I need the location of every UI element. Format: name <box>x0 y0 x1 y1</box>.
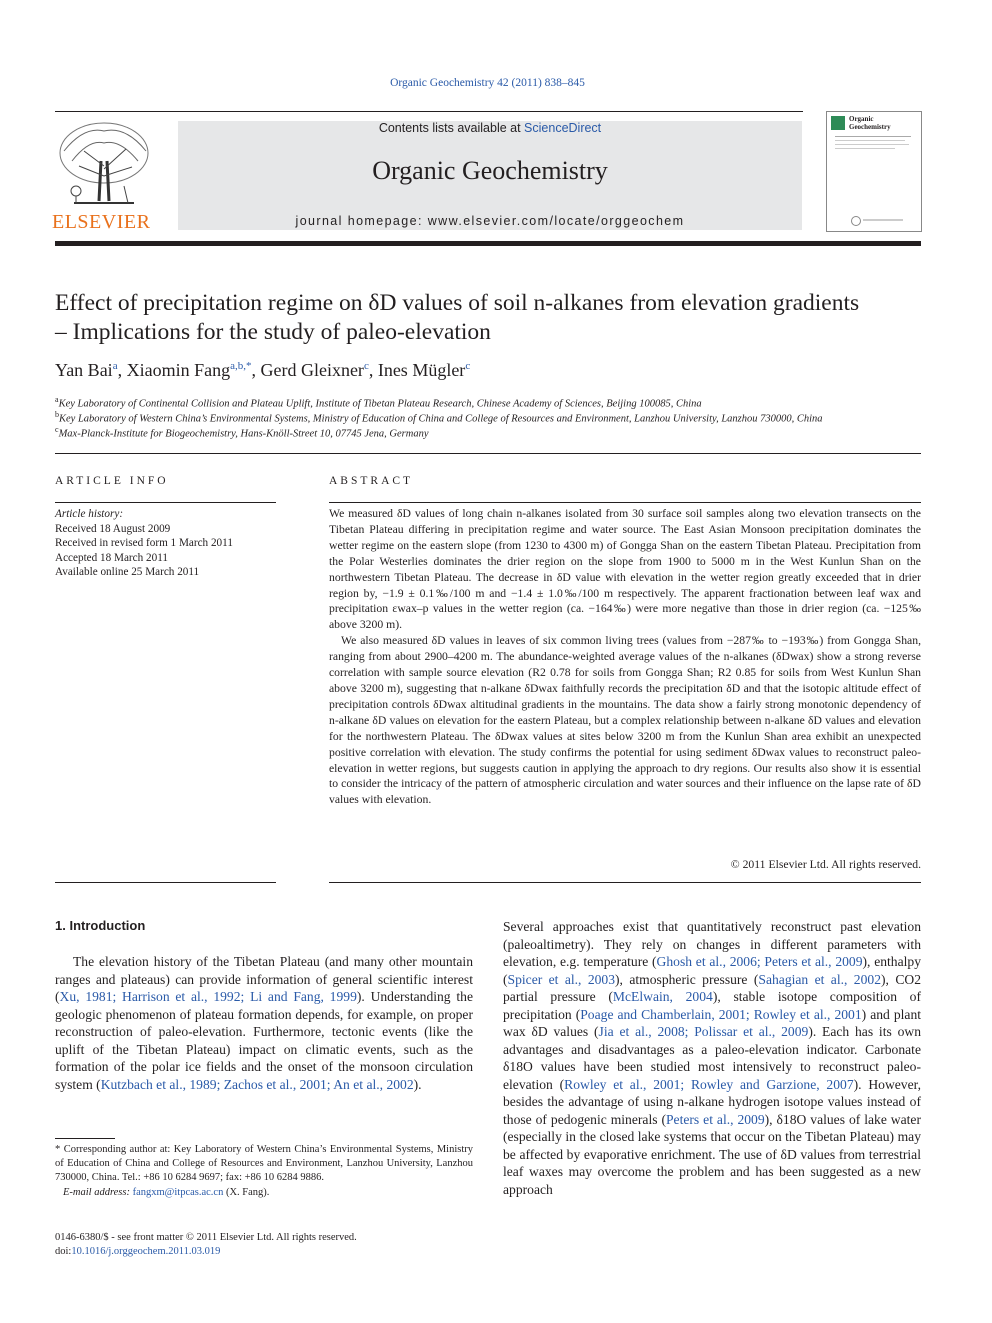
author-affiliation-mark[interactable]: a,b,* <box>230 360 252 372</box>
citation-link[interactable]: Kutzbach et al., 1989; Zachos et al., 2001; An et al., 2002 <box>100 1076 414 1092</box>
intro-paragraph: The elevation history of the Tibetan Plateau (and many other mountain ranges and plateaus) can provide information of general scientific interest (Xu, 1981; Harrison et al., 1992; Li and Fang, 1999). Understanding the geologic phenomenon of plateau formation depends, for example, on proper reconstruction of paleo-elevation. Furthermore, tectonic events (like the uplift of the Tibetan Plateau) impact on climatic events, such as the formation of the polar ice fields and the onset of the monsoon circulation system (Kutzbach et al., 1989; Zachos et al., 2001; An et al., 2002). <box>55 954 473 1092</box>
title-line-1: Effect of precipitation regime on δD values of soil n-alkanes from elevation gradients <box>55 290 860 316</box>
author-list: Yan Bai$^a$, Xiaomin Fang$^{a,b,*}$, Gerd Gleixner$^c$, Ines Mügler$^c$ <box>55 360 471 380</box>
author-name: Yan Bai <box>55 360 113 380</box>
article-history <box>55 507 233 580</box>
footnote-rule <box>55 1138 115 1139</box>
citation-link[interactable]: Sahagian et al., 2002 <box>758 971 881 987</box>
author-affiliation-mark[interactable]: a <box>112 360 118 372</box>
corresponding-author-text: * Corresponding author at: Key Laboratory of Western China’s Environmental Systems, Ministry of Education of China and College of Resources and Environment, Lanzhou University, Lanzhou 730000, China. Tel.: +86 10 6284 9697; fax: +86 10 6284 9886. <box>55 1144 473 1184</box>
doi-line: doi:10.1016/j.orggeochem.2011.03.019 <box>55 1246 221 1257</box>
author-affiliation-mark[interactable]: c <box>363 360 369 372</box>
abstract-rule <box>329 502 921 503</box>
cover-logo-icon <box>831 116 845 130</box>
history-item: Received 18 August 2009 <box>55 522 171 535</box>
affiliation <box>55 410 823 425</box>
history-item: Accepted 18 March 2011 <box>55 551 168 564</box>
section-heading-introduction: 1. Introduction <box>55 918 146 933</box>
journal-cover-thumbnail <box>826 111 922 232</box>
article-info-bottom-rule <box>55 882 276 883</box>
author-name: Xiaomin Fang <box>126 360 231 380</box>
abstract-paragraph: We also measured δD values in leaves of six common living trees (values from −287‰ to −193‰) from Gongga Shan, ranging from about 2900–4200 m. The abundance-weighted average values of the n-alkanes (δDwax) show a strong reverse correlation with sample source elevation (R2 0.78 for soils from Gongga Shan; R2 0.85 for soils from West Kunlun Shan above 3200 m), suggesting that n-alkane δDwax faithfully records the precipitation δD and that the isotopic altitude effect of precipitation controls δDwax altitudinal gradients in the mountains. The data show a fairly strong monotonic dependency of n-alkane δD values on elevation for the eastern Plateau, but a complex relationship between n-alkane δD values and elevation for the northwestern Plateau. The δDwax values at sites below 3200 m from the Kunlun Shan area exhibit an unexpected positive correlation with elevation. The study confirms the potential for using sediment δDwax values to reconstruct paleo-elevation in wetter regions, but suggests caution in applying the approach to dry regions. Our results also show it is essential to consider the intricacy of the pattern of atmospheric circulation and water sources and their influence on the lapse rate of δD values with elevation. <box>329 634 921 807</box>
abstract-paragraph: We measured δD values of long chain n-alkanes isolated from 30 surface soil samples along two elevation transects on the Tibetan Plateau differing in precipitation regime and water source. The East Asian Monsoon precipitation dominates the wetter regime on the eastern slope (from 1230 to 4300 m) of Gongga Shan on the eastern Tibetan Plateau. Precipitation from the Polar Westerlies dominates the drier region on the slope from 1900 to 5000 m in the West Kunlun Shan on the northwestern Tibetan Plateau. The decrease in δD value with elevation in the wetter region greatly exceeded that in drier region by, −1.9 ± 0.1‰/100 m and −1.4 ± 1.0‰/100 m respectively. The apparent fractionation between leaf wax and precipitation εwax–p values in the wetter region (ca. −164‰) were more negative than those in drier region (ca. −125‰ above 3200 m). <box>329 507 921 632</box>
affiliation <box>55 395 702 410</box>
citation-link[interactable]: McElwain, 2004 <box>612 989 713 1004</box>
title-line-2: – Implications for the study of paleo-elevation <box>55 319 491 345</box>
intro-left-column <box>55 953 473 1093</box>
abstract-heading: ABSTRACT <box>329 475 414 487</box>
contents-line <box>178 121 802 135</box>
header-thick-rule <box>55 241 921 246</box>
citation-link[interactable]: Spicer et al., 2003 <box>507 971 616 987</box>
header-rule <box>55 111 803 112</box>
citation-link[interactable]: Poage and Chamberlain, 2001; Rowley et al., 2001 <box>580 1006 862 1022</box>
sciencedirect-link[interactable]: ScienceDirect <box>524 121 602 135</box>
article-info-heading: ARTICLE INFO <box>55 475 169 487</box>
cover-title <box>849 115 891 131</box>
abstract-bottom-rule <box>329 882 921 883</box>
cover-publisher-icon <box>851 216 861 226</box>
citation-link[interactable]: Xu, 1981; Harrison et al., 1992; Li and Fang, 1999 <box>59 989 357 1004</box>
author-name: Ines Mügler <box>377 360 466 380</box>
contents-prefix: Contents lists available at <box>378 121 525 135</box>
email-link[interactable]: fangxm@itpcas.ac.cn <box>132 1186 224 1198</box>
front-matter-line: 0146-6380/$ - see front matter © 2011 Elsevier Ltd. All rights reserved. <box>55 1232 357 1243</box>
affiliation-mark: c <box>55 425 59 434</box>
citation-link[interactable]: Peters et al., 2009 <box>666 1111 765 1127</box>
journal-reference[interactable]: Organic Geochemistry 42 (2011) 838–845 <box>390 77 585 89</box>
article-info-rule <box>55 502 276 503</box>
cover-title-line2: Geochemistry <box>849 123 891 131</box>
history-item: Available online 25 March 2011 <box>55 566 200 579</box>
affiliation-text: Key Laboratory of Continental Collision and Plateau Uplift, Institute of Tibetan Plateau Research, Chinese Academy of Sciences, Beijing 100085, China <box>58 398 702 410</box>
elsevier-wordmark: ELSEVIER <box>52 211 151 233</box>
history-item: Received in revised form 1 March 2011 <box>55 537 233 550</box>
journal-homepage[interactable]: journal homepage: www.elsevier.com/locate/orggeochem <box>295 214 685 228</box>
intro-paragraph: Several approaches exist that quantitatively reconstruct past elevation (paleoaltimetry). They rely on changes in different parameters with elevation, e.g. temperature (Ghosh et al., 2006; Peters et al., 2009), enthalpy (Spicer et al., 2003), atmospheric pressure (Sahagian et al., 2002), CO2 partial pressure (McElwain, 2004), stable isotope composition of precipitation (Poage and Chamberlain, 2001; Rowley et al., 2001) and plant wax δD values (Jia et al., 2008; Polissar et al., 2009). Each has its own advantages and disadvantages as a paleo-elevation indicator. Carbonate δ18O values have been studied most intensively to reconstruct paleo-elevation (Rowley et al., 2001; Rowley and Garzione, 2007). However, besides the advantage of using n-alkane hydrogen isotope values instead of those of pedogenic minerals (Peters et al., 2009), δ18O values of lake water (especially in the closed lake systems that occur on the Tibetan Plateau) may be affected by evaporative enrichment. The use of δD values from terrestrial leaf waxes may overcome the problem and has been suggested as a new approach <box>503 919 922 1197</box>
journal-title: Organic Geochemistry <box>372 156 608 185</box>
cover-title-line1: Organic <box>849 115 874 123</box>
corresponding-author-footnote <box>55 1143 473 1200</box>
author-affiliation-mark[interactable]: c <box>465 360 471 372</box>
affiliation-mark: a <box>55 395 59 404</box>
citation-link[interactable]: Ghosh et al., 2006; Peters et al., 2009 <box>656 954 863 969</box>
affiliation-text: Max-Planck-Institute for Biogeochemistry, Hans-Knöll-Street 10, 07745 Jena, Germany <box>58 428 429 440</box>
email-line: E-mail address: fangxm@itpcas.ac.cn (X. Fang). <box>63 1186 270 1198</box>
doi-link[interactable]: 10.1016/j.orggeochem.2011.03.019 <box>71 1246 221 1257</box>
citation-link[interactable]: Rowley et al., 2001; Rowley and Garzione, 2007 <box>564 1076 854 1092</box>
intro-right-column <box>503 918 921 1198</box>
history-label: Article history: <box>55 508 124 520</box>
affiliations-rule <box>55 453 921 454</box>
affiliation <box>55 425 429 440</box>
citation-link[interactable]: Jia et al., 2008; Polissar et al., 2009 <box>598 1024 809 1039</box>
author-name: Gerd Gleixner <box>260 360 364 380</box>
affiliation-mark: b <box>55 410 59 419</box>
affiliation-text: Key Laboratory of Western China’s Environmental Systems, Ministry of Education of China and College of Resources and Environment, Lanzhou University, Lanzhou 730000, China <box>59 413 823 425</box>
copyright-notice: © 2011 Elsevier Ltd. All rights reserved. <box>730 858 921 871</box>
article-title <box>55 289 935 347</box>
abstract-body <box>329 506 921 808</box>
